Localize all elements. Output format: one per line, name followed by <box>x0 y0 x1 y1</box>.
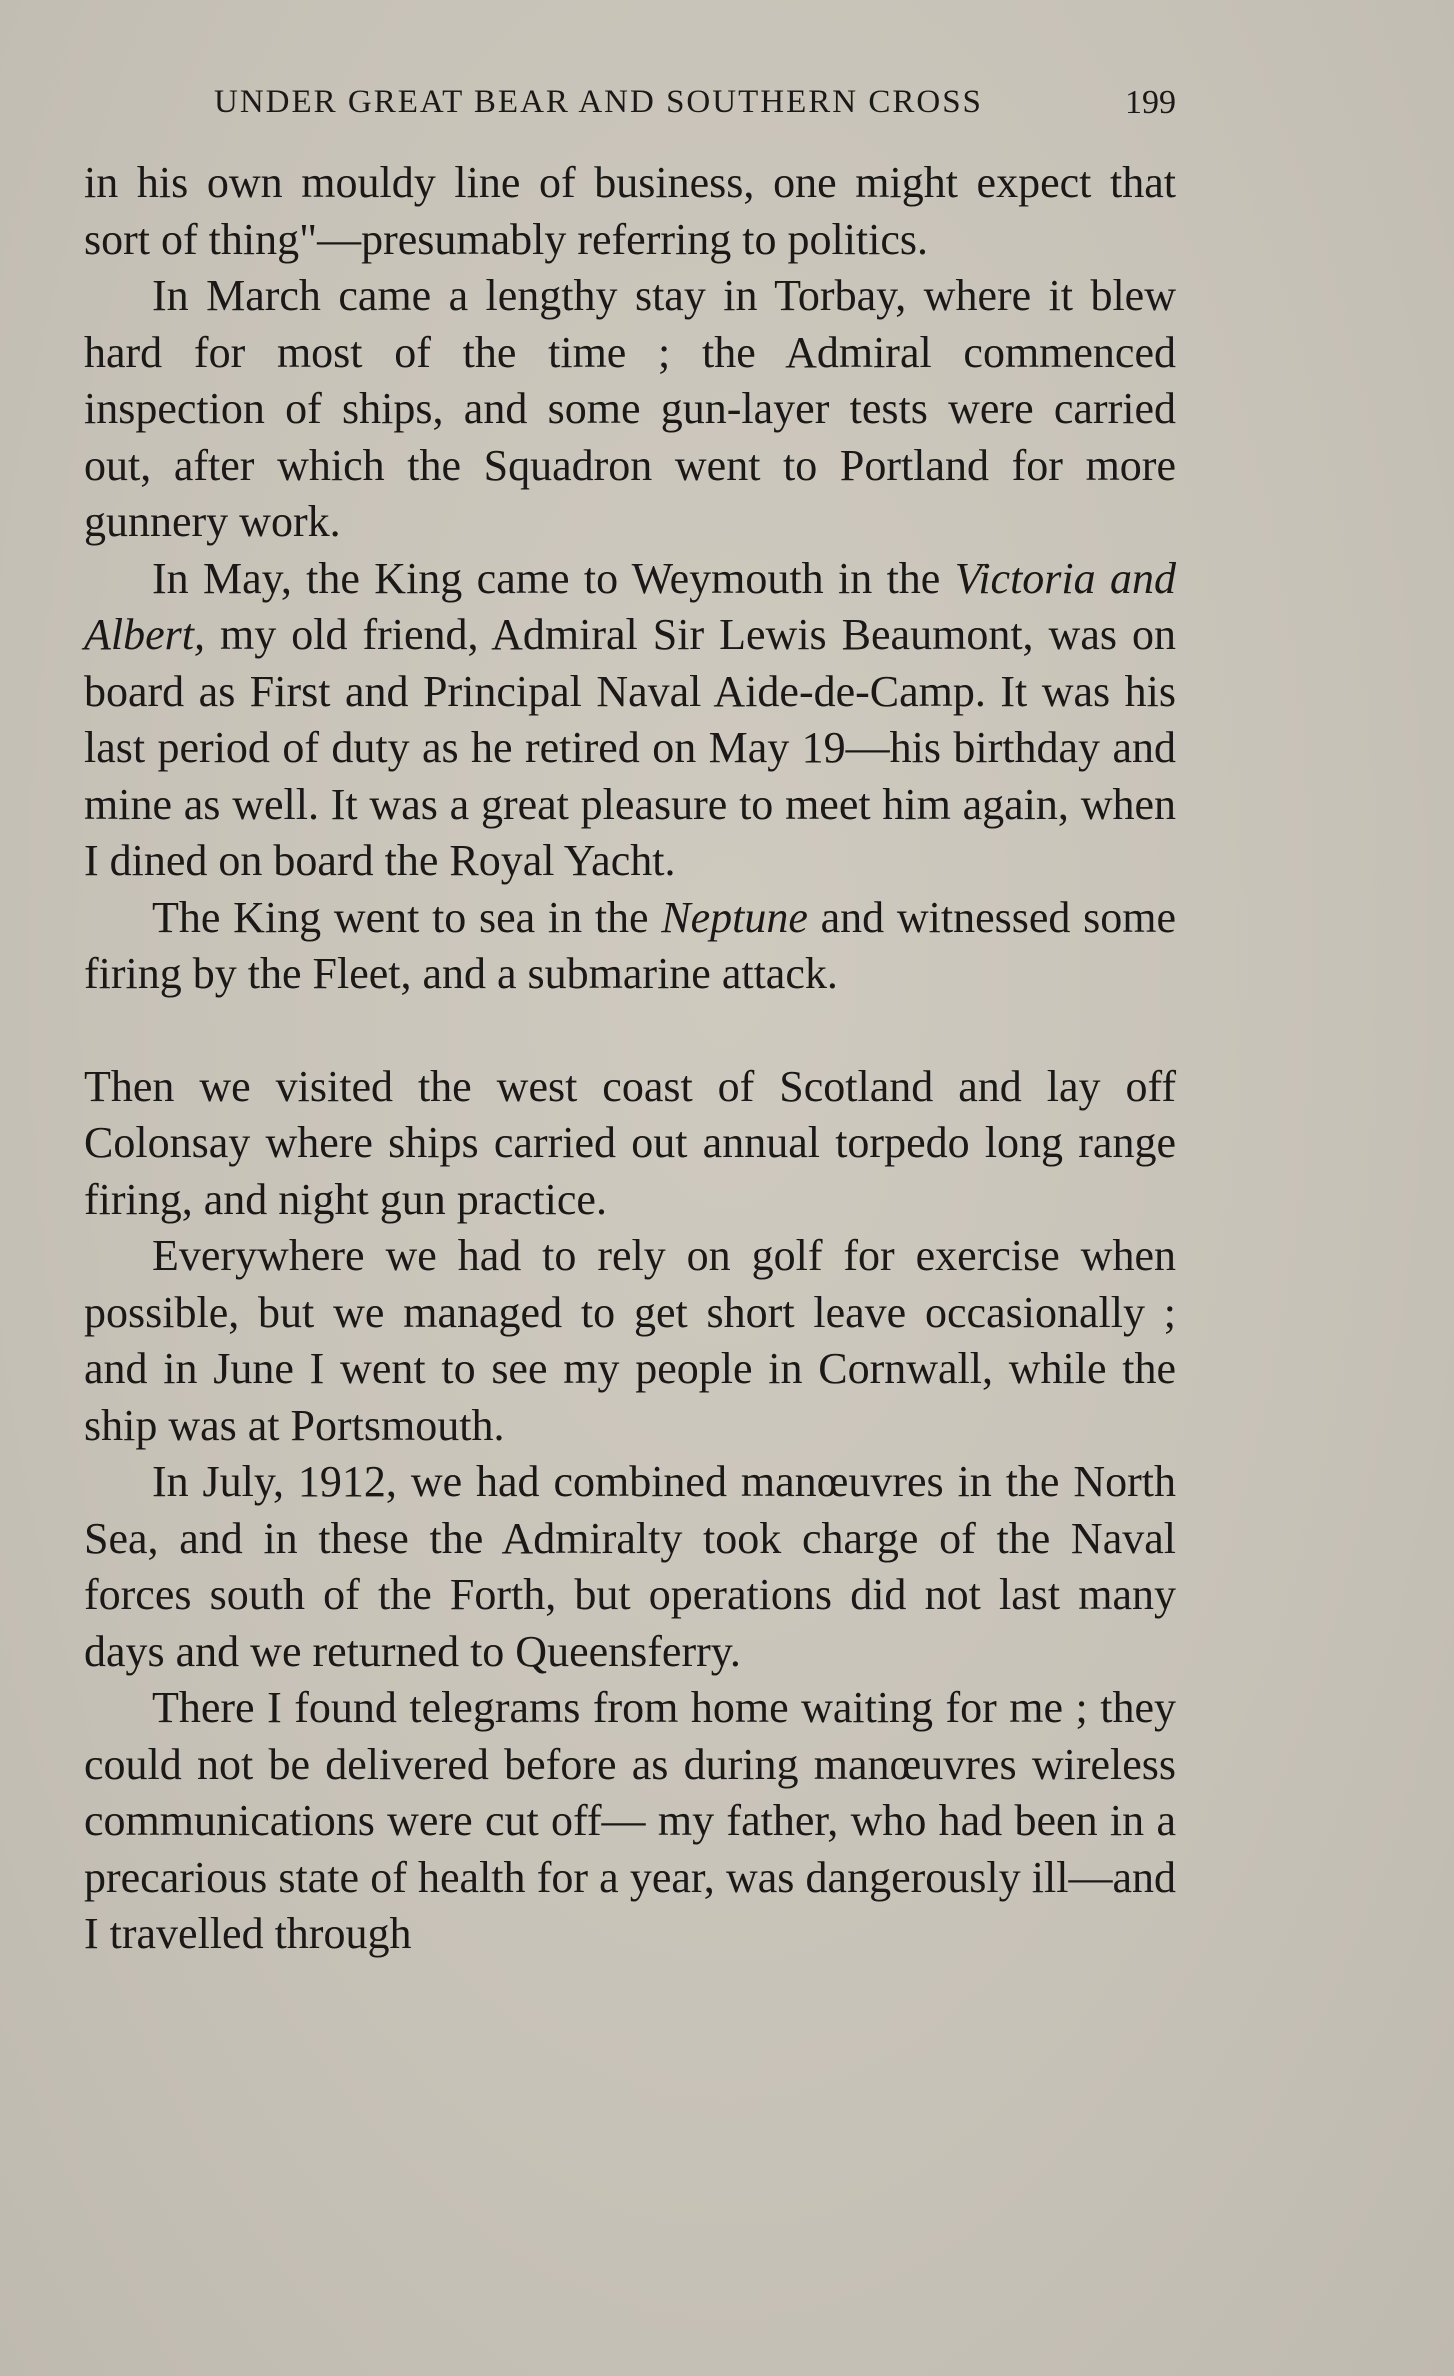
paragraph-scotland: Then we visited the west coast of Scotland and lay off Colonsay where ships carried out annual torpedo long range firing, and night gun practice. <box>84 1061 1176 1224</box>
paragraph-manoeuvres: In July, 1912, we had combined manœuvres in the North Sea, and in these the Admiralty took charge of the Naval forces south of the Forth, but operations did not last many days and we returned to Queensferry. <box>84 1457 1176 1676</box>
paragraph-neptune-text-a: The King went to sea in the <box>152 892 662 942</box>
page-header <box>214 84 1176 124</box>
paragraph-continuation: in his own mouldy line of business, one might expect that sort of thing"—presumably referring to politics. <box>84 158 1176 264</box>
paragraph-weymouth-text-a: In May, the King came to Weymouth in the <box>152 553 955 603</box>
paragraph-torbay: In March came a lengthy stay in Torbay, where it blew hard for most of the time ; the Admiral commenced inspection of ships, and some gun-layer tests were carried out, after which the Squadron went to Portland for more gunnery work. <box>84 271 1176 546</box>
paragraph-neptune-text-b: and witnessed some firing by the Fleet, and a submarine attack. <box>84 892 1177 998</box>
paragraph-weymouth <box>84 551 1176 890</box>
ship-name-victoria-and-albert: Victoria and Albert, <box>84 553 1177 659</box>
body-text <box>84 155 1176 1963</box>
paragraph-golf: Everywhere we had to rely on golf for exercise when possible, but we managed to get short leave occasionally ; and in June I went to see my people in Cornwall, while the ship was at Portsmouth. <box>84 1231 1176 1450</box>
running-title: UNDER GREAT BEAR AND SOUTHERN CROSS <box>214 84 983 120</box>
paragraph-telegrams: There I found telegrams from home waiting for me ; they could not be delivered before as during manœuvres wireless communications were cut off— my father, who had been in a precarious state of health for a year, was dangerously ill—and I travelled through <box>84 1683 1176 1958</box>
ship-name-neptune: Neptune <box>661 892 808 942</box>
paragraph-neptune <box>84 890 1176 1003</box>
page-number: 199 <box>1125 84 1176 121</box>
paragraph-weymouth-text-b: my old friend, Admiral Sir Lewis Beaumont, was on board as First and Principal Naval Aide-de-Camp. It was his last period of duty as he retired on May 19—his birthday and mine as well. It was a great pleasure to meet him again, when I dined on board the Royal Yacht. <box>84 610 1176 885</box>
